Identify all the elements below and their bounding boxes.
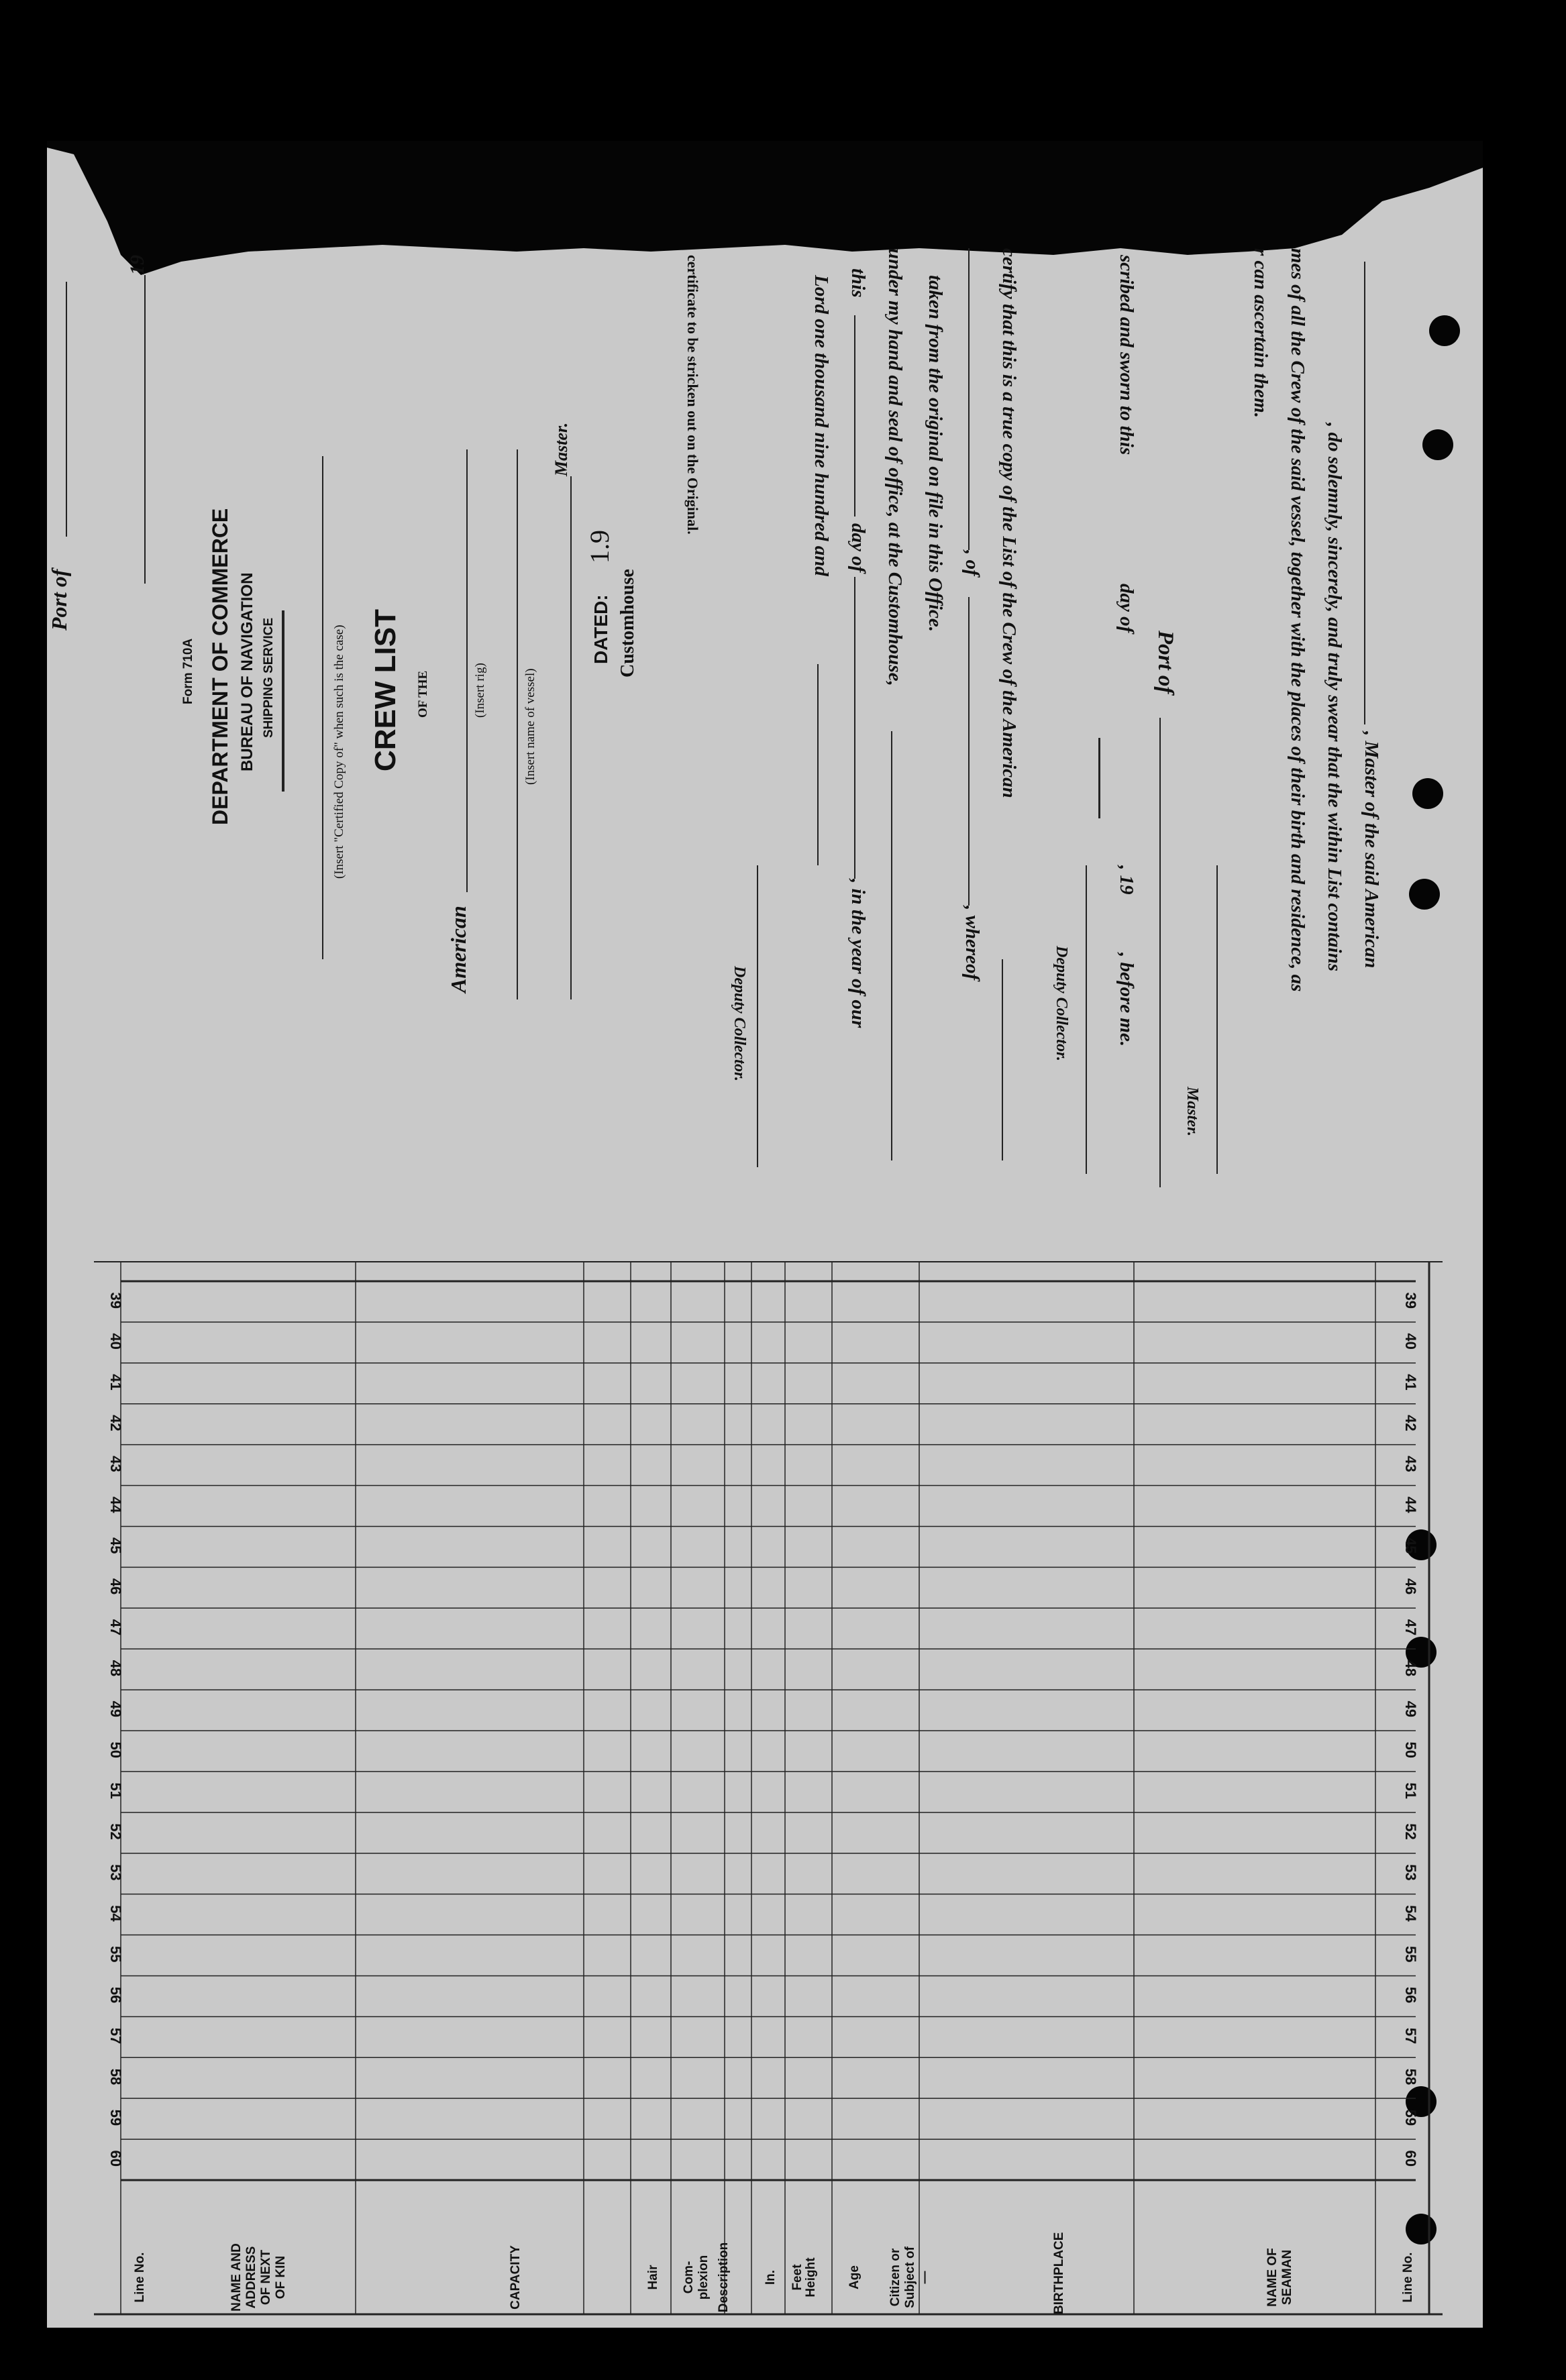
line-number: 41: [107, 1374, 124, 1391]
line-number: 55: [107, 1946, 124, 1963]
line-number: 52: [107, 1823, 124, 1840]
line-number: 40: [1402, 1333, 1419, 1350]
line-number: 54: [1402, 1905, 1419, 1922]
certify-line-3: under my hand and seal of office, at the Customhouse,: [884, 248, 906, 686]
line-number: 41: [1402, 1374, 1419, 1391]
certify-of: , of: [961, 550, 983, 576]
of-the: OF THE: [416, 670, 430, 718]
crew-table: [94, 1261, 1443, 2328]
line-number: 58: [1402, 2068, 1419, 2086]
blank-line: [854, 315, 855, 517]
line-number: 43: [107, 1456, 124, 1472]
hdr-capacity: CAPACITY: [509, 2245, 523, 2310]
line-number: 42: [1402, 1415, 1419, 1431]
oath-swear-3: r can ascertain them.: [1250, 248, 1271, 418]
line-number: 49: [107, 1700, 124, 1718]
blank-line: [968, 597, 970, 906]
line-number: 51: [1402, 1782, 1419, 1799]
line-number: 46: [107, 1578, 124, 1595]
hdr-inches: In.: [764, 2269, 778, 2285]
insert-vessel: (Insert name of vessel): [523, 668, 537, 785]
line-number: 45: [1402, 1537, 1419, 1554]
oath-subscribed: scribed and sworn to this: [1116, 255, 1137, 455]
line-number: 50: [1402, 1741, 1419, 1758]
certify-deputy-collector: Deputy Collector.: [731, 966, 748, 1081]
line-number: 57: [1402, 2027, 1419, 2045]
signature-line: [1216, 865, 1218, 1174]
line-number: 42: [107, 1415, 124, 1431]
line-number: 45: [107, 1537, 124, 1554]
customhouse-label: Customhouse: [617, 569, 638, 678]
hdr-height: Height: [804, 2257, 818, 2297]
oath-swear-2: mes of all the Crew of the said vessel, together with the places of their birth and residence, as: [1287, 248, 1308, 992]
form-number: Form 710A: [181, 638, 195, 704]
hdr-birthplace: BIRTHPLACE: [1052, 2232, 1066, 2314]
line-number: 50: [107, 1741, 124, 1758]
line-number: 44: [107, 1497, 124, 1513]
line-number: 43: [1402, 1456, 1419, 1472]
line-number: 59: [1402, 2109, 1419, 2126]
signature-line: [757, 865, 758, 1167]
oath-deputy-collector: Deputy Collector.: [1053, 946, 1070, 1061]
line-number: 53: [1402, 1864, 1419, 1881]
hdr-complexion: Com- plexion: [682, 2255, 711, 2300]
cover-master: Master.: [552, 422, 571, 476]
line-number: 39: [1402, 1292, 1419, 1309]
hdr-line-no-right: Line No.: [133, 2252, 147, 2303]
cover-nineteen: 19: [126, 255, 148, 275]
blank-line: [66, 282, 67, 537]
line-number: 49: [1402, 1700, 1419, 1718]
line-number: 52: [1402, 1823, 1419, 1840]
cover-port-of: Port of: [47, 569, 71, 631]
line-number: 54: [107, 1905, 124, 1922]
certify-day-of: day of: [847, 523, 869, 573]
insert-copy-note: (Insert "Certified Copy of" when such is the case): [332, 625, 346, 879]
signature-line: [1086, 865, 1087, 1174]
cover-footer: [47, 141, 651, 1254]
oath-master-of: , Master of the said American: [1361, 731, 1382, 969]
certify-line-4: Lord one thousand nine hundred and: [811, 275, 832, 576]
seal-mark: [1098, 738, 1100, 818]
blank-line: [1159, 718, 1161, 1187]
line-number: 48: [1402, 1660, 1419, 1677]
line-number: 53: [107, 1864, 124, 1881]
blank-line: [1002, 959, 1003, 1160]
certify-line-1: certify that this is a true copy of the List of the Crew of the American: [998, 248, 1020, 798]
line-number: 60: [107, 2150, 124, 2167]
hdr-age: Age: [847, 2265, 862, 2289]
line-number: 39: [107, 1292, 124, 1309]
line-number: 48: [107, 1660, 124, 1677]
cover-american: American: [446, 906, 470, 993]
line-number: 56: [107, 1986, 124, 2004]
line-number: 51: [107, 1782, 124, 1799]
oath-master-label: Master.: [1184, 1087, 1201, 1137]
blank-line: [891, 731, 892, 1160]
oath-port-of: Port of: [1153, 631, 1178, 694]
oath-before-me: , before me.: [1116, 953, 1137, 1047]
blank-line: [854, 577, 855, 879]
certify-line-2: taken from the original on file in this Office.: [925, 275, 946, 632]
blank-line: [144, 275, 146, 584]
dated-value: 1.9: [584, 530, 615, 563]
blank-line: [968, 248, 970, 550]
bureau-name: BUREAU OF NAVIGATION: [238, 572, 256, 771]
hdr-feet: Feet: [790, 2264, 804, 2291]
hdr-line-no: Line No.: [1401, 2252, 1415, 2303]
table-grid: [94, 1261, 1443, 2328]
line-number: 40: [107, 1333, 124, 1350]
hdr-citizen: Citizen or Subject of—: [888, 2247, 932, 2308]
certify-whereof: , whereof: [961, 906, 983, 981]
line-number: 46: [1402, 1578, 1419, 1595]
line-number: 60: [1402, 2150, 1419, 2167]
line-number: 59: [107, 2109, 124, 2126]
crew-list-title: CREW LIST: [369, 609, 402, 771]
line-number: 47: [107, 1619, 124, 1636]
line-number: 56: [1402, 1986, 1419, 2004]
hdr-hair: Hair: [646, 2265, 660, 2290]
line-number: 47: [1402, 1619, 1419, 1636]
certify-this: this: [847, 268, 869, 298]
service-name: SHIPPING SERVICE: [262, 617, 276, 738]
line-number: 58: [107, 2068, 124, 2086]
oath-nineteen: , 19: [1116, 865, 1137, 895]
dept-name: DEPARTMENT OF COMMERCE: [208, 508, 232, 825]
oath-day-of: day of: [1116, 584, 1137, 633]
certify-year-of-our: , in the year of our: [847, 879, 869, 1028]
rotated-form: [47, 141, 1483, 2328]
certify-note: certificate to be stricken out on the Original.: [684, 255, 701, 535]
document-scan: [47, 141, 1483, 2328]
insert-rig: (Insert rig): [473, 663, 487, 718]
blank-line: [1364, 262, 1365, 724]
hdr-next-of-kin: NAME AND ADDRESS OF NEXT OF KIN: [229, 2243, 288, 2312]
line-number: 44: [1402, 1497, 1419, 1513]
line-number: 55: [1402, 1946, 1419, 1963]
blank-line: [817, 664, 819, 865]
hdr-description: Description: [717, 2242, 731, 2313]
dated-label: DATED:: [590, 594, 611, 664]
oath-swear-1: , do solemnly, sincerely, and truly swear that the within List contains: [1324, 423, 1345, 972]
line-number: 57: [107, 2027, 124, 2045]
hdr-name-of-seaman: NAME OF SEAMAN: [1265, 2248, 1294, 2307]
